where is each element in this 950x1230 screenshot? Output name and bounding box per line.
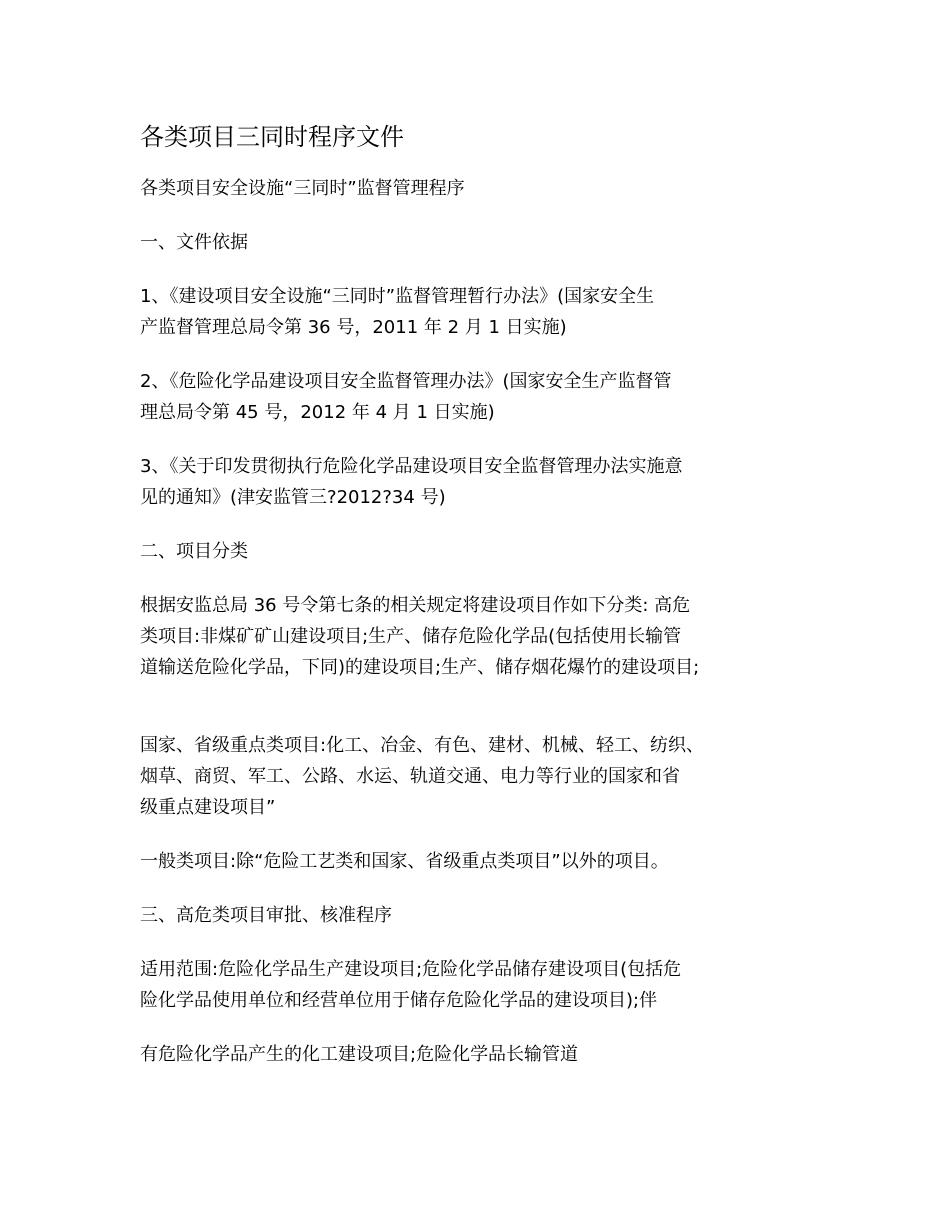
text-line: 各类项目安全设施“三同时”监督管理程序 xyxy=(140,178,465,199)
text-line: 1、《建设项目安全设施“三同时”监督管理暂行办法》(国家安全生 xyxy=(140,286,655,307)
text-line: 根据安监总局 36 号令第七条的相关规定将建设项目作如下分类: 高危 xyxy=(140,595,691,616)
basis-item-1 xyxy=(140,281,830,343)
text-line: 险化学品使用单位和经营单位用于储存危险化学品的建设项目);伴 xyxy=(140,990,658,1011)
classification-high-risk xyxy=(140,590,830,683)
section-heading-classification xyxy=(140,536,830,567)
classification-general xyxy=(140,846,830,877)
document-body xyxy=(140,119,830,1093)
text-line: 国家、省级重点类项目:化工、冶金、有色、建材、机械、轻工、纺织、 xyxy=(140,735,705,756)
text-line: 理总局令第 45 号，2012 年 4 月 1 日实施) xyxy=(140,402,495,423)
text-line: 适用范围:危险化学品生产建设项目;危险化学品储存建设项目(包括危 xyxy=(140,959,682,980)
text-line: 产监督管理总局令第 36 号，2011 年 2 月 1 日实施) xyxy=(140,317,567,338)
text-line: 类项目:非煤矿矿山建设项目;生产、储存危险化学品(包括使用长输管 xyxy=(140,626,682,647)
text-line: 道输送危险化学品，下同)的建设项目;生产、储存烟花爆竹的建设项目; xyxy=(140,657,700,678)
document-title: 各类项目三同时程序文件 xyxy=(140,123,404,151)
section-heading-approval xyxy=(140,900,830,931)
basis-item-2 xyxy=(140,366,830,428)
text-line: 二、项目分类 xyxy=(140,541,248,562)
text-line: 烟草、商贸、军工、公路、水运、轨道交通、电力等行业的国家和省 xyxy=(140,766,680,787)
scope-continuation xyxy=(140,1039,830,1070)
text-line: 一般类项目:除“危险工艺类和国家、省级重点类项目”以外的项目。 xyxy=(140,851,669,872)
text-line: 见的通知》(津安监管三?2012?34 号) xyxy=(140,487,446,508)
subtitle-paragraph xyxy=(140,173,830,204)
basis-item-3 xyxy=(140,451,830,513)
classification-key-projects xyxy=(140,730,830,823)
text-line: 2、《危险化学品建设项目安全监督管理办法》(国家安全生产监督管 xyxy=(140,371,672,392)
text-line: 三、高危类项目审批、核准程序 xyxy=(140,905,392,926)
text-line: 有危险化学品产生的化工建设项目;危险化学品长输管道 xyxy=(140,1044,579,1065)
text-line: 级重点建设项目” xyxy=(140,797,276,818)
section-heading-basis xyxy=(140,227,830,258)
scope-paragraph xyxy=(140,954,830,1016)
text-line: 一、文件依据 xyxy=(140,232,248,253)
text-line: 3、《关于印发贯彻执行危险化学品建设项目安全监督管理办法实施意 xyxy=(140,456,683,477)
